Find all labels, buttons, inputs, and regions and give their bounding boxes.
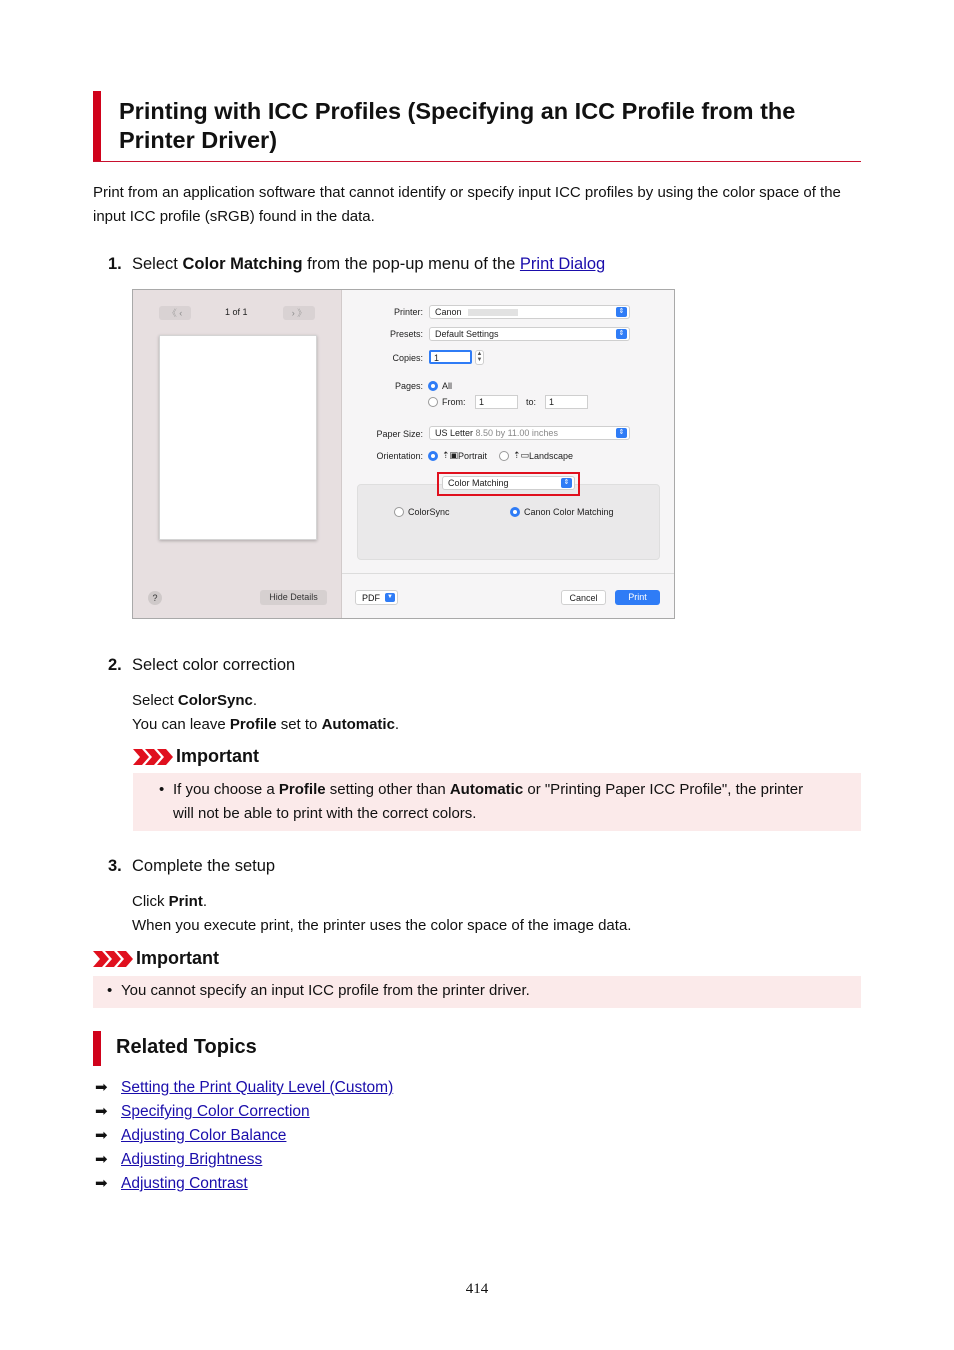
printer-select[interactable]: Canon ⇕ [429, 305, 630, 319]
page-number: 414 [465, 1281, 489, 1297]
related-item [95, 1076, 393, 1100]
panel-menu-arrow-icon: ⇕ [561, 478, 572, 488]
step-2-number: 2. [108, 656, 122, 674]
redacted-model-block [468, 309, 518, 316]
to-input[interactable]: 1 [545, 395, 588, 409]
page-preview [159, 335, 317, 540]
related-item [95, 1148, 262, 1172]
portrait-icon: ⇡▣ [442, 450, 459, 460]
nav-next-buttons[interactable]: › 》 [283, 306, 315, 320]
preview-pane [133, 290, 342, 618]
related-link[interactable]: Adjusting Color Balance [121, 1127, 287, 1144]
important-2-title: Important [136, 948, 219, 968]
presets-select-arrow-icon: ⇕ [616, 329, 627, 339]
step-2-line-1: Select ColorSync. [132, 692, 258, 709]
related-item [95, 1124, 286, 1148]
cancel-button[interactable]: Cancel [561, 590, 606, 605]
help-button[interactable]: ? [148, 591, 162, 605]
paper-size-select[interactable]: US Letter 8.50 by 11.00 inches ⇕ [429, 426, 630, 440]
related-link[interactable]: Specifying Color Correction [121, 1103, 310, 1120]
pages-all-radio[interactable] [428, 381, 438, 391]
settings-pane [342, 290, 674, 618]
right-arrow-icon: ➡ [95, 1151, 108, 1168]
step-3-line-1: Click Print. [132, 893, 208, 910]
right-arrow-icon: ➡ [95, 1103, 108, 1120]
landscape-label: Landscape [529, 451, 574, 461]
printer-label: Printer: [393, 307, 423, 317]
pages-from-radio[interactable] [428, 397, 438, 407]
pages-all-label: All [442, 381, 453, 391]
copies-input[interactable]: 1 [429, 350, 472, 364]
important-chevrons-icon [133, 749, 173, 765]
from-input[interactable]: 1 [475, 395, 518, 409]
related-topics-title: Related Topics [116, 1036, 257, 1058]
portrait-label: Portrait [458, 451, 488, 461]
pages-label: Pages: [394, 381, 423, 391]
step-1-text: Select Color Matching from the pop-up menu of the Print Dialog [132, 255, 606, 273]
landscape-radio[interactable] [499, 451, 509, 461]
print-dialog-screenshot [132, 289, 675, 619]
paper-size-label: Paper Size: [376, 429, 423, 439]
title-accent-bar [93, 91, 101, 162]
colorsync-label: ColorSync [408, 507, 450, 517]
important-2-bullet: • [107, 982, 113, 999]
copies-label: Copies: [392, 353, 423, 363]
step-2-text: Select color correction [132, 656, 296, 674]
pdf-menu-button[interactable]: PDF ▼ [355, 590, 398, 605]
important-1-text: If you choose a Profile setting other than Automatic or "Printing Paper ICC Profile", the printer will not be able to print with the correct colors. [173, 781, 804, 822]
pdf-chevron-down-icon: ▼ [385, 593, 395, 602]
related-accent-bar [93, 1031, 101, 1066]
canon-color-matching-radio[interactable] [510, 507, 520, 517]
landscape-icon: ⇡▭ [513, 450, 530, 460]
title-underline [93, 161, 861, 162]
canon-color-matching-label: Canon Color Matching [524, 507, 614, 517]
related-link[interactable]: Adjusting Brightness [121, 1151, 263, 1168]
copies-stepper[interactable]: ▲ ▼ [476, 351, 483, 363]
bottom-divider [342, 573, 674, 574]
paper-size-arrow-icon: ⇕ [616, 428, 627, 438]
portrait-radio[interactable] [428, 451, 438, 461]
important-1-title: Important [176, 746, 259, 766]
hide-details-button[interactable]: Hide Details [260, 590, 327, 605]
highlight-box [437, 472, 580, 496]
right-arrow-icon: ➡ [95, 1127, 108, 1144]
step-3-text: Complete the setup [132, 857, 276, 875]
step-3-line-2: When you execute print, the printer uses the color space of the image data. [132, 917, 632, 934]
intro-paragraph: Print from an application software that cannot identify or specify input ICC profiles by using the color space of the input ICC profile (sRGB) found in the data. [93, 184, 841, 225]
step-2-line-2: You can leave Profile set to Automatic. [132, 716, 400, 733]
page-title: Printing with ICC Profiles (Specifying an ICC Profile from the Printer Driver) [119, 98, 796, 153]
right-arrow-icon: ➡ [95, 1079, 108, 1096]
presets-select[interactable]: Default Settings ⇕ [429, 327, 630, 341]
important-chevrons-icon [93, 951, 133, 967]
important-1-bullet: • [159, 781, 165, 798]
step-3-number: 3. [108, 857, 122, 875]
related-link[interactable]: Setting the Print Quality Level (Custom) [121, 1079, 394, 1096]
nav-prev-buttons[interactable]: 《 ‹ [159, 306, 191, 320]
to-label: to: [526, 397, 537, 407]
print-button[interactable]: Print [615, 590, 660, 605]
print-dialog-link[interactable]: Print Dialog [519, 255, 606, 273]
right-arrow-icon: ➡ [95, 1175, 108, 1192]
colorsync-radio[interactable] [394, 507, 404, 517]
related-link[interactable]: Adjusting Contrast [121, 1175, 248, 1192]
page-counter: 1 of 1 [225, 307, 248, 317]
related-item [95, 1172, 248, 1196]
panel-menu-select[interactable]: Color Matching ⇕ [442, 476, 575, 490]
presets-label: Presets: [389, 329, 423, 339]
related-item [95, 1100, 310, 1124]
important-2-text: You cannot specify an input ICC profile from the printer driver. [121, 982, 530, 999]
printer-select-arrow-icon: ⇕ [616, 307, 627, 317]
orientation-label: Orientation: [376, 451, 423, 461]
step-1-number: 1. [108, 255, 122, 273]
pages-from-label: From: [442, 397, 466, 407]
